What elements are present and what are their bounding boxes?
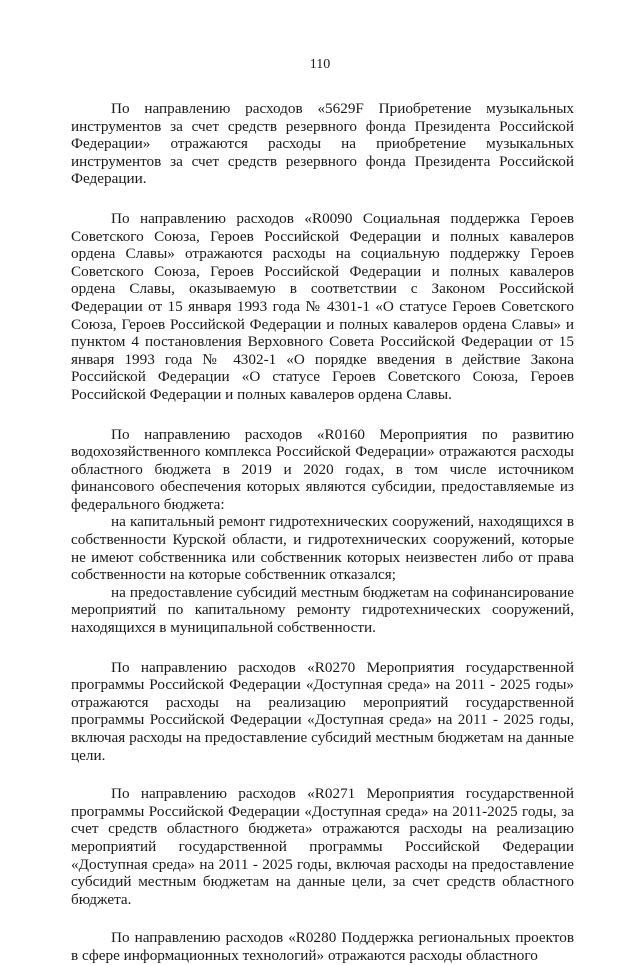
- paragraph-r0280: По направлению расходов «R0280 Поддержка региональных проектов в сфере информационных технологий» отражаются расходы областного: [71, 929, 574, 964]
- paragraph-gap: [71, 908, 574, 929]
- paragraph-r0271: По направлению расходов «R0271 Мероприятия государственной программы Российской Федерации «Доступная среда» на 2011-2025 годы, за счет средств областного бюджета» отражаются расходы на реализацию мероприятий государственной программы Российской Федерации «Доступная среда» на 2011 - 2025 годы, включая расходы на предоставление субсидий местным бюджетам на данные цели, за счет средств областного бюджета.: [71, 785, 574, 908]
- paragraph-r0090: По направлению расходов «R0090 Социальная поддержка Героев Советского Союза, Героев Российской Федерации и полных кавалеров ордена Славы» отражаются расходы на социальную поддержку Героев Советского Союза, Героев Российской Федерации и полных кавалеров ордена Славы, оказываемую в соответствии с Законом Российской Федерации от 15 января 1993 года № 4301-1 «О статусе Героев Советского Союза, Героев Российской Федерации и полных кавалеров ордена Славы» и пунктом 4 постановления Верховного Совета Российской Федерации от 15 января 1993 года № 4302-1 «О порядке введения в действие Закона Российской Федерации «О статусе Героев Советского Союза, Героев Российской Федерации и полных кавалеров ордена Славы.: [71, 209, 574, 403]
- paragraph-gap: [71, 404, 574, 426]
- paragraph-gap: [71, 764, 574, 785]
- document-body: [71, 100, 574, 965]
- paragraph-5629f: По направлению расходов «5629F Приобретение музыкальных инструментов за счет средств резервного фонда Президента Российской Федерации» отражаются расходы на приобретение музыкальных инструментов за счет средств резервного фонда Президента Российской Федерации.: [71, 100, 574, 188]
- paragraph-r0160: По направлению расходов «R0160 Мероприятия по развитию водохозяйственного комплекса Российской Федерации» отражаются расходы областного бюджета в 2019 и 2020 годах, в том числе источником финансового обеспечения которых являются субсидии, предоставляемые из федерального бюджета:: [71, 425, 574, 513]
- paragraph-gap: [71, 637, 574, 659]
- paragraph-r0160-item-1: на капитальный ремонт гидротехнических сооружений, находящихся в собственности Курской области, и гидротехнических сооружений, которые не имеют собственника или собственник которых неизвестен либо от права собственности на которые собственник отказался;: [71, 513, 574, 584]
- paragraph-gap: [71, 188, 574, 210]
- paragraph-r0270: По направлению расходов «R0270 Мероприятия государственной программы Российской Федерации «Доступная среда» на 2011 - 2025 годы» отражаются расходы на реализацию мероприятий государственной программы Российской Федерации «Доступная среда» на 2011 - 2025 годы, включая расходы на предоставление субсидий местным бюджетам на данные цели.: [71, 658, 574, 764]
- page-number: 110: [309, 57, 331, 72]
- paragraph-r0160-item-2: на предоставление субсидий местным бюджетам на софинансирование мероприятий по капитальному ремонту гидротехнических сооружений, находящихся в муниципальной собственности.: [71, 583, 574, 637]
